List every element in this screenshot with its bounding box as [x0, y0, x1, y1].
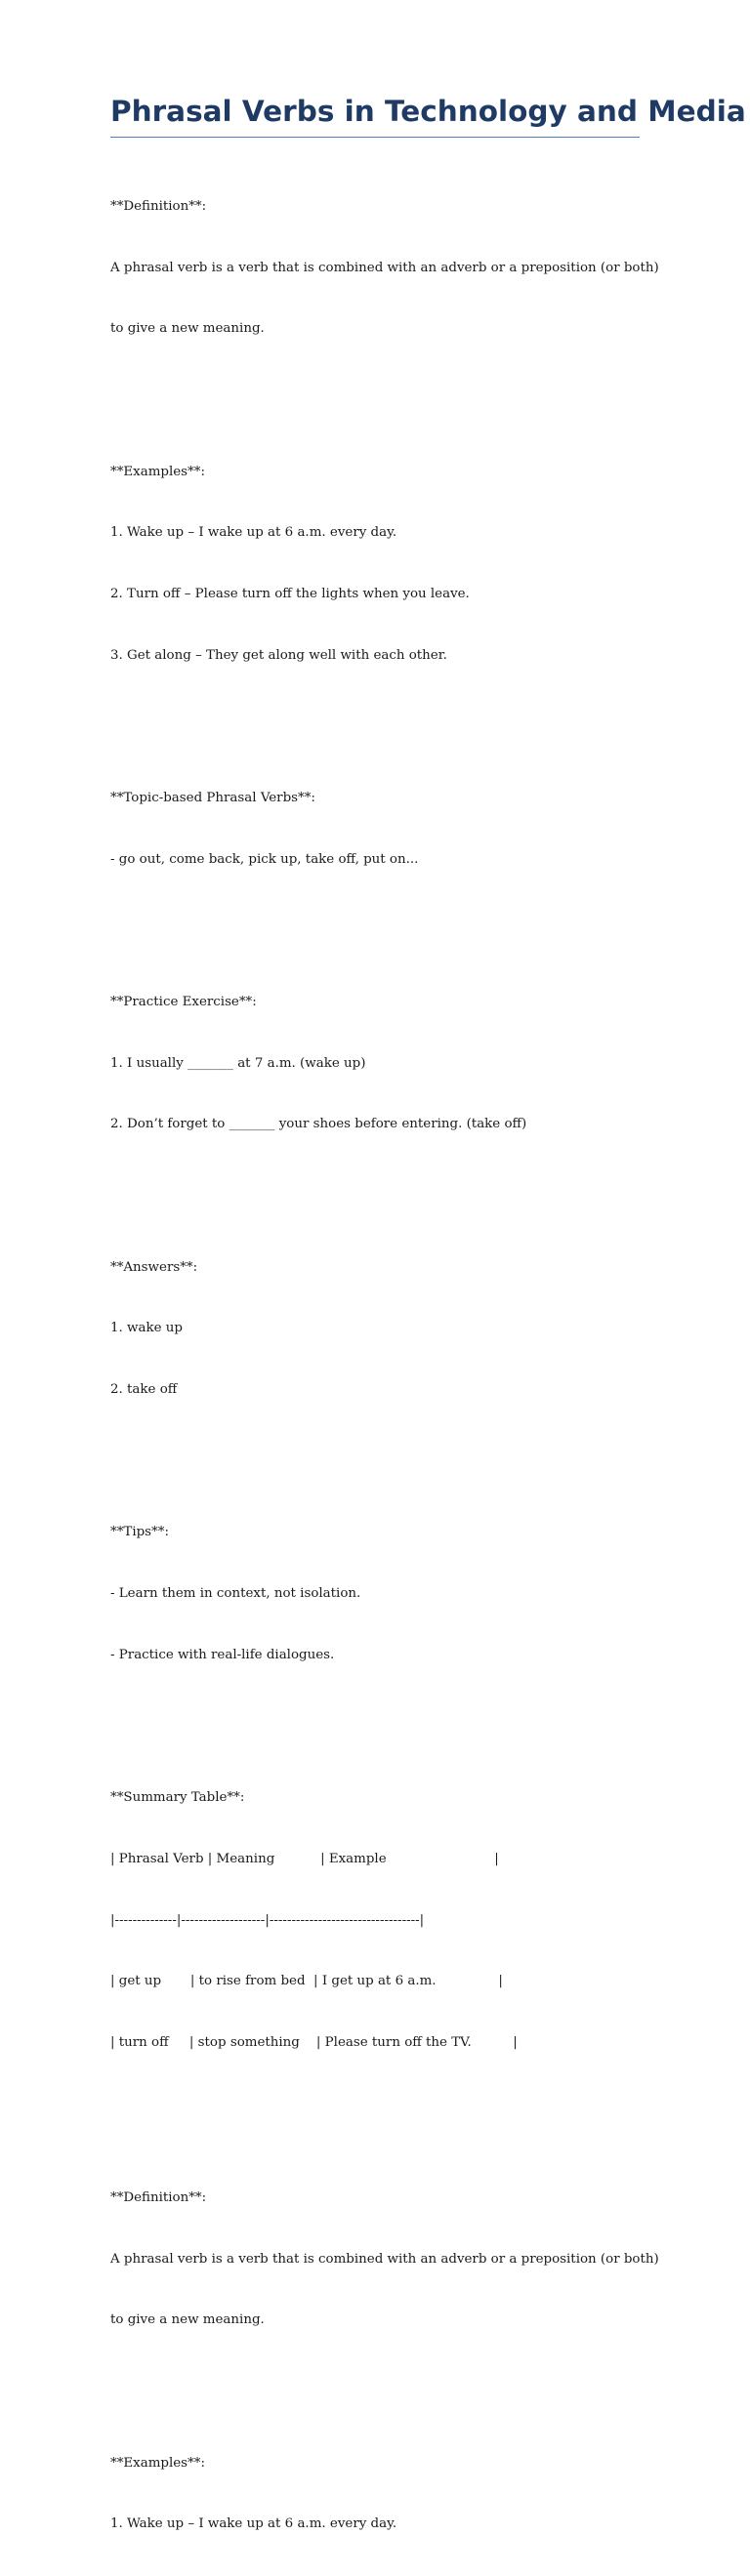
summary-table-row: | get up | to rise from bed | I get up at 6 a.m. |	[110, 1974, 503, 1989]
section-heading-examples: **Examples**:	[110, 2455, 205, 2471]
definition-line: A phrasal verb is a verb that is combined with an adverb or a preposition (or both)	[110, 260, 659, 275]
practice-line: 1. I usually _______ at 7 a.m. (wake up)	[110, 1055, 366, 1071]
example-line: 3. Get along – They get along well with each other.	[110, 647, 447, 663]
summary-table-row: | Phrasal Verb | Meaning | Example |	[110, 1851, 499, 1866]
definition-line: to give a new meaning.	[110, 2312, 265, 2328]
title-underline	[110, 137, 640, 138]
document-page	[110, 92, 746, 2576]
summary-table-row: | turn off | stop something | Please turn off the TV. |	[110, 2034, 518, 2050]
tip-line: - Practice with real-life dialogues.	[110, 1647, 335, 1662]
document-body	[110, 156, 659, 2576]
section-heading-definition: **Definition**:	[110, 2189, 207, 2205]
topic-verbs-line: - go out, come back, pick up, take off, put on...	[110, 851, 419, 867]
summary-table-row: |--------------|-------------------|----------------------------------|	[110, 1912, 425, 1928]
section-heading-topic-verbs: **Topic-based Phrasal Verbs**:	[110, 790, 315, 805]
example-line: 1. Wake up – I wake up at 6 a.m. every day.	[110, 525, 397, 541]
example-line: 2. Turn off – Please turn off the lights when you leave.	[110, 586, 470, 601]
tip-line: - Learn them in context, not isolation.	[110, 1586, 361, 1602]
answer-line: 2. take off	[110, 1382, 178, 1398]
section-heading-practice: **Practice Exercise**:	[110, 994, 257, 1009]
section-heading-definition: **Definition**:	[110, 198, 207, 214]
section-heading-summary-table: **Summary Table**:	[110, 1790, 245, 1806]
document-title: Phrasal Verbs in Technology and Media	[110, 95, 746, 128]
section-heading-tips: **Tips**:	[110, 1525, 169, 1540]
example-line: 1. Wake up – I wake up at 6 a.m. every day.	[110, 2516, 397, 2532]
section-heading-examples: **Examples**:	[110, 464, 205, 479]
definition-line: to give a new meaning.	[110, 321, 265, 337]
practice-line: 2. Don’t forget to _______ your shoes before entering. (take off)	[110, 1117, 527, 1132]
section-heading-answers: **Answers**:	[110, 1259, 198, 1275]
definition-line: A phrasal verb is a verb that is combined with an adverb or a preposition (or both)	[110, 2251, 659, 2267]
answer-line: 1. wake up	[110, 1321, 183, 1336]
